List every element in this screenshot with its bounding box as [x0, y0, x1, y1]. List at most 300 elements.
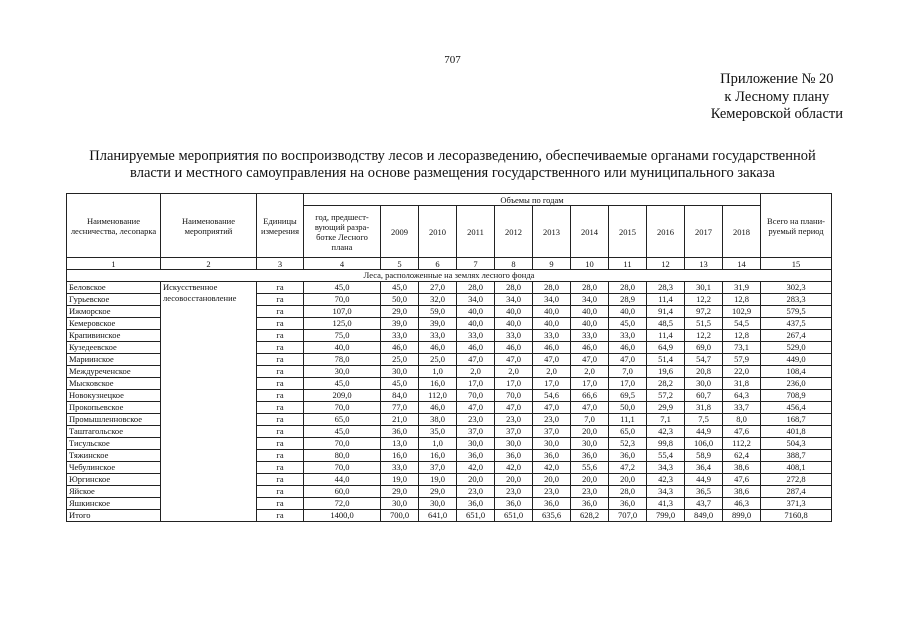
total-cell: 388,7	[761, 450, 832, 462]
value-cell: 72,0	[304, 498, 381, 510]
value-cell: 47,6	[723, 426, 761, 438]
header-unit: Единицы измерения	[257, 194, 304, 258]
value-cell: 28,0	[495, 282, 533, 294]
value-cell: 78,0	[304, 354, 381, 366]
total-cell: 287,4	[761, 486, 832, 498]
value-cell: 20,0	[609, 474, 647, 486]
value-cell: 47,0	[457, 402, 495, 414]
value-cell: 700,0	[381, 510, 419, 522]
header-total: Всего на плани-руемый период	[761, 194, 832, 258]
value-cell: 33,0	[381, 330, 419, 342]
value-cell: 38,6	[723, 486, 761, 498]
value-cell: 48,5	[647, 318, 685, 330]
value-cell: 45,0	[304, 378, 381, 390]
value-cell: 45,0	[381, 282, 419, 294]
value-cell: 45,0	[304, 282, 381, 294]
value-cell: 28,0	[533, 282, 571, 294]
value-cell: 16,0	[381, 450, 419, 462]
unit-cell: га	[257, 318, 304, 330]
value-cell: 31,9	[723, 282, 761, 294]
total-cell: 456,4	[761, 402, 832, 414]
value-cell: 44,9	[685, 474, 723, 486]
value-cell: 36,0	[495, 498, 533, 510]
value-cell: 43,7	[685, 498, 723, 510]
value-cell: 635,6	[533, 510, 571, 522]
value-cell: 42,3	[647, 426, 685, 438]
value-cell: 54,7	[685, 354, 723, 366]
header-year: 2016	[647, 206, 685, 258]
forestry-name: Мысковское	[67, 378, 161, 390]
value-cell: 11,4	[647, 330, 685, 342]
value-cell: 46,0	[495, 342, 533, 354]
total-cell: 371,3	[761, 498, 832, 510]
value-cell: 60,0	[304, 486, 381, 498]
header-base-year: год, предшест-вующий разра-ботке Лесного плана	[304, 206, 381, 258]
value-cell: 50,0	[609, 402, 647, 414]
value-cell: 22,0	[723, 366, 761, 378]
value-cell: 30,1	[685, 282, 723, 294]
column-number: 7	[457, 258, 495, 270]
value-cell: 36,5	[685, 486, 723, 498]
value-cell: 70,0	[304, 462, 381, 474]
value-cell: 12,2	[685, 330, 723, 342]
value-cell: 42,0	[457, 462, 495, 474]
value-cell: 36,0	[609, 450, 647, 462]
value-cell: 11,1	[609, 414, 647, 426]
value-cell: 50,0	[381, 294, 419, 306]
value-cell: 16,0	[419, 378, 457, 390]
value-cell: 106,0	[685, 438, 723, 450]
header-year: 2015	[609, 206, 647, 258]
value-cell: 55,6	[571, 462, 609, 474]
value-cell: 19,6	[647, 366, 685, 378]
value-cell: 31,8	[723, 378, 761, 390]
value-cell: 33,0	[571, 330, 609, 342]
value-cell: 17,0	[533, 378, 571, 390]
unit-cell: га	[257, 282, 304, 294]
value-cell: 23,0	[533, 414, 571, 426]
value-cell: 107,0	[304, 306, 381, 318]
value-cell: 28,0	[571, 282, 609, 294]
value-cell: 47,0	[495, 402, 533, 414]
value-cell: 40,0	[457, 318, 495, 330]
value-cell: 2,0	[495, 366, 533, 378]
value-cell: 23,0	[533, 486, 571, 498]
forestry-name: Тисульское	[67, 438, 161, 450]
forestry-name: Ижморское	[67, 306, 161, 318]
value-cell: 7,0	[571, 414, 609, 426]
value-cell: 17,0	[609, 378, 647, 390]
value-cell: 46,3	[723, 498, 761, 510]
header-year: 2011	[457, 206, 495, 258]
value-cell: 36,0	[457, 450, 495, 462]
value-cell: 23,0	[457, 486, 495, 498]
value-cell: 40,0	[495, 306, 533, 318]
value-cell: 42,0	[533, 462, 571, 474]
value-cell: 36,0	[571, 498, 609, 510]
value-cell: 209,0	[304, 390, 381, 402]
value-cell: 40,0	[457, 306, 495, 318]
value-cell: 47,0	[457, 354, 495, 366]
unit-cell: га	[257, 474, 304, 486]
value-cell: 47,0	[571, 354, 609, 366]
unit-cell: га	[257, 462, 304, 474]
column-number: 14	[723, 258, 761, 270]
value-cell: 33,0	[457, 330, 495, 342]
value-cell: 39,0	[381, 318, 419, 330]
value-cell: 80,0	[304, 450, 381, 462]
unit-cell: га	[257, 306, 304, 318]
value-cell: 7,0	[609, 366, 647, 378]
value-cell: 849,0	[685, 510, 723, 522]
total-cell: 168,7	[761, 414, 832, 426]
value-cell: 44,0	[304, 474, 381, 486]
column-number: 4	[304, 258, 381, 270]
column-number: 9	[533, 258, 571, 270]
forestry-name: Мариинское	[67, 354, 161, 366]
value-cell: 17,0	[571, 378, 609, 390]
value-cell: 46,0	[419, 402, 457, 414]
document-title	[62, 148, 843, 182]
value-cell: 45,0	[381, 378, 419, 390]
value-cell: 641,0	[419, 510, 457, 522]
title-line-1: Планируемые мероприятия по воспроизводству лесов и лесоразведению, обеспечиваемые органами государственной	[89, 148, 816, 164]
value-cell: 20,0	[571, 474, 609, 486]
value-cell: 34,0	[495, 294, 533, 306]
forestry-name: Гурьевское	[67, 294, 161, 306]
value-cell: 66,6	[571, 390, 609, 402]
value-cell: 2,0	[533, 366, 571, 378]
value-cell: 19,0	[381, 474, 419, 486]
value-cell: 1,0	[419, 438, 457, 450]
value-cell: 29,9	[647, 402, 685, 414]
value-cell: 59,0	[419, 306, 457, 318]
value-cell: 47,0	[609, 354, 647, 366]
unit-cell: га	[257, 294, 304, 306]
value-cell: 62,4	[723, 450, 761, 462]
value-cell: 70,0	[304, 294, 381, 306]
value-cell: 17,0	[457, 378, 495, 390]
unit-cell: га	[257, 438, 304, 450]
value-cell: 1,0	[419, 366, 457, 378]
total-cell: 449,0	[761, 354, 832, 366]
value-cell: 28,0	[609, 486, 647, 498]
value-cell: 60,7	[685, 390, 723, 402]
value-cell: 45,0	[609, 318, 647, 330]
value-cell: 17,0	[495, 378, 533, 390]
value-cell: 30,0	[685, 378, 723, 390]
value-cell: 47,2	[609, 462, 647, 474]
value-cell: 29,0	[419, 486, 457, 498]
title-line-2: власти и местного самоуправления на основе размещения государственного или муниципального заказа	[130, 165, 775, 181]
value-cell: 12,2	[685, 294, 723, 306]
header-year: 2009	[381, 206, 419, 258]
value-cell: 40,0	[571, 306, 609, 318]
unit-cell: га	[257, 390, 304, 402]
value-cell: 38,0	[419, 414, 457, 426]
value-cell: 33,0	[533, 330, 571, 342]
value-cell: 84,0	[381, 390, 419, 402]
total-cell: 437,5	[761, 318, 832, 330]
value-cell: 899,0	[723, 510, 761, 522]
value-cell: 112,0	[419, 390, 457, 402]
total-cell: 7160,8	[761, 510, 832, 522]
value-cell: 21,0	[381, 414, 419, 426]
value-cell: 628,2	[571, 510, 609, 522]
total-cell: 283,3	[761, 294, 832, 306]
value-cell: 23,0	[495, 414, 533, 426]
value-cell: 99,8	[647, 438, 685, 450]
value-cell: 20,0	[495, 474, 533, 486]
header-year: 2012	[495, 206, 533, 258]
header-year: 2018	[723, 206, 761, 258]
value-cell: 32,0	[419, 294, 457, 306]
appendix-line-1: Приложение № 20	[720, 71, 834, 87]
value-cell: 40,0	[609, 306, 647, 318]
unit-cell: га	[257, 330, 304, 342]
value-cell: 70,0	[304, 438, 381, 450]
forestry-name: Таштагольское	[67, 426, 161, 438]
value-cell: 799,0	[647, 510, 685, 522]
value-cell: 46,0	[457, 342, 495, 354]
total-cell: 401,8	[761, 426, 832, 438]
column-number: 13	[685, 258, 723, 270]
value-cell: 36,0	[495, 450, 533, 462]
value-cell: 29,0	[381, 486, 419, 498]
header-activity: Наименование мероприятий	[161, 194, 257, 258]
value-cell: 47,0	[571, 402, 609, 414]
unit-cell: га	[257, 378, 304, 390]
value-cell: 65,0	[304, 414, 381, 426]
value-cell: 46,0	[609, 342, 647, 354]
reforestation-table	[66, 193, 832, 522]
forestry-name: Яйское	[67, 486, 161, 498]
value-cell: 69,5	[609, 390, 647, 402]
total-cell: 708,9	[761, 390, 832, 402]
value-cell: 34,3	[647, 462, 685, 474]
value-cell: 58,9	[685, 450, 723, 462]
value-cell: 33,0	[609, 330, 647, 342]
value-cell: 75,0	[304, 330, 381, 342]
value-cell: 20,0	[571, 426, 609, 438]
value-cell: 54,5	[723, 318, 761, 330]
value-cell: 38,6	[723, 462, 761, 474]
value-cell: 28,3	[647, 282, 685, 294]
value-cell: 16,0	[419, 450, 457, 462]
forestry-name: Юргинское	[67, 474, 161, 486]
value-cell: 36,0	[609, 498, 647, 510]
forestry-name: Промышленновское	[67, 414, 161, 426]
value-cell: 40,0	[495, 318, 533, 330]
value-cell: 97,2	[685, 306, 723, 318]
section-row	[67, 270, 832, 282]
value-cell: 28,0	[457, 282, 495, 294]
value-cell: 33,0	[495, 330, 533, 342]
value-cell: 2,0	[457, 366, 495, 378]
unit-cell: га	[257, 450, 304, 462]
value-cell: 42,3	[647, 474, 685, 486]
value-cell: 112,2	[723, 438, 761, 450]
value-cell: 51,4	[647, 354, 685, 366]
header-year: 2014	[571, 206, 609, 258]
total-cell: 236,0	[761, 378, 832, 390]
appendix-line-3: Кемеровской области	[710, 106, 843, 122]
value-cell: 30,0	[419, 498, 457, 510]
activity-cell: Искусственное лесовосстановление	[161, 282, 257, 522]
forestry-name: Кемеровское	[67, 318, 161, 330]
value-cell: 7,1	[647, 414, 685, 426]
value-cell: 34,0	[571, 294, 609, 306]
value-cell: 57,2	[647, 390, 685, 402]
value-cell: 57,9	[723, 354, 761, 366]
forestry-name: Крапивинское	[67, 330, 161, 342]
value-cell: 46,0	[533, 342, 571, 354]
value-cell: 36,0	[533, 450, 571, 462]
value-cell: 47,0	[533, 402, 571, 414]
column-number: 12	[647, 258, 685, 270]
value-cell: 30,0	[304, 366, 381, 378]
value-cell: 46,0	[419, 342, 457, 354]
value-cell: 40,0	[304, 342, 381, 354]
value-cell: 73,1	[723, 342, 761, 354]
value-cell: 28,0	[609, 282, 647, 294]
value-cell: 36,0	[457, 498, 495, 510]
value-cell: 651,0	[457, 510, 495, 522]
value-cell: 30,0	[381, 366, 419, 378]
forestry-name: Чебулинское	[67, 462, 161, 474]
value-cell: 37,0	[495, 426, 533, 438]
value-cell: 47,0	[495, 354, 533, 366]
forestry-name: Тяжинское	[67, 450, 161, 462]
total-cell: 579,5	[761, 306, 832, 318]
value-cell: 8,0	[723, 414, 761, 426]
forestry-name: Новокузнецкое	[67, 390, 161, 402]
total-cell: 108,4	[761, 366, 832, 378]
value-cell: 35,0	[419, 426, 457, 438]
value-cell: 46,0	[571, 342, 609, 354]
value-cell: 20,0	[533, 474, 571, 486]
unit-cell: га	[257, 498, 304, 510]
value-cell: 11,4	[647, 294, 685, 306]
column-number: 15	[761, 258, 832, 270]
table-row	[67, 282, 832, 294]
unit-cell: га	[257, 510, 304, 522]
value-cell: 52,3	[609, 438, 647, 450]
value-cell: 46,0	[381, 342, 419, 354]
forestry-name: Итого	[67, 510, 161, 522]
column-number: 8	[495, 258, 533, 270]
value-cell: 30,0	[495, 438, 533, 450]
column-number: 10	[571, 258, 609, 270]
header-year: 2010	[419, 206, 457, 258]
column-number: 1	[67, 258, 161, 270]
value-cell: 102,9	[723, 306, 761, 318]
value-cell: 54,6	[533, 390, 571, 402]
value-cell: 27,0	[419, 282, 457, 294]
forestry-name: Кузедеевское	[67, 342, 161, 354]
unit-cell: га	[257, 414, 304, 426]
value-cell: 51,5	[685, 318, 723, 330]
value-cell: 44,9	[685, 426, 723, 438]
value-cell: 36,0	[571, 450, 609, 462]
column-number: 6	[419, 258, 457, 270]
value-cell: 34,0	[457, 294, 495, 306]
value-cell: 45,0	[304, 426, 381, 438]
value-cell: 20,8	[685, 366, 723, 378]
value-cell: 7,5	[685, 414, 723, 426]
total-cell: 267,4	[761, 330, 832, 342]
value-cell: 36,0	[533, 498, 571, 510]
total-cell: 408,1	[761, 462, 832, 474]
column-number: 3	[257, 258, 304, 270]
value-cell: 40,0	[571, 318, 609, 330]
value-cell: 37,0	[533, 426, 571, 438]
value-cell: 13,0	[381, 438, 419, 450]
value-cell: 1400,0	[304, 510, 381, 522]
value-cell: 25,0	[419, 354, 457, 366]
value-cell: 33,7	[723, 402, 761, 414]
value-cell: 34,0	[533, 294, 571, 306]
table-header	[67, 194, 832, 282]
value-cell: 41,3	[647, 498, 685, 510]
value-cell: 70,0	[495, 390, 533, 402]
value-cell: 40,0	[533, 306, 571, 318]
value-cell: 36,4	[685, 462, 723, 474]
value-cell: 12,8	[723, 330, 761, 342]
value-cell: 42,0	[495, 462, 533, 474]
value-cell: 707,0	[609, 510, 647, 522]
value-cell: 29,0	[381, 306, 419, 318]
value-cell: 30,0	[457, 438, 495, 450]
page-number: 707	[444, 54, 461, 66]
value-cell: 30,0	[381, 498, 419, 510]
value-cell: 125,0	[304, 318, 381, 330]
value-cell: 33,0	[419, 330, 457, 342]
section-title: Леса, расположенные на землях лесного фонда	[67, 270, 832, 282]
value-cell: 65,0	[609, 426, 647, 438]
column-number: 5	[381, 258, 419, 270]
value-cell: 69,0	[685, 342, 723, 354]
value-cell: 33,0	[381, 462, 419, 474]
column-number-row	[67, 258, 832, 270]
value-cell: 55,4	[647, 450, 685, 462]
value-cell: 23,0	[571, 486, 609, 498]
value-cell: 47,0	[533, 354, 571, 366]
value-cell: 47,6	[723, 474, 761, 486]
value-cell: 651,0	[495, 510, 533, 522]
value-cell: 19,0	[419, 474, 457, 486]
value-cell: 23,0	[495, 486, 533, 498]
unit-cell: га	[257, 366, 304, 378]
value-cell: 28,2	[647, 378, 685, 390]
value-cell: 31,8	[685, 402, 723, 414]
value-cell: 70,0	[457, 390, 495, 402]
value-cell: 70,0	[304, 402, 381, 414]
value-cell: 91,4	[647, 306, 685, 318]
value-cell: 64,9	[647, 342, 685, 354]
value-cell: 25,0	[381, 354, 419, 366]
value-cell: 12,8	[723, 294, 761, 306]
unit-cell: га	[257, 402, 304, 414]
total-cell: 302,3	[761, 282, 832, 294]
value-cell: 20,0	[457, 474, 495, 486]
value-cell: 30,0	[571, 438, 609, 450]
header-forestry: Наименование лесничества, лесопарка	[67, 194, 161, 258]
appendix-line-2: к Лесному плану	[724, 88, 830, 105]
forestry-name: Яшкинское	[67, 498, 161, 510]
value-cell: 2,0	[571, 366, 609, 378]
value-cell: 23,0	[457, 414, 495, 426]
